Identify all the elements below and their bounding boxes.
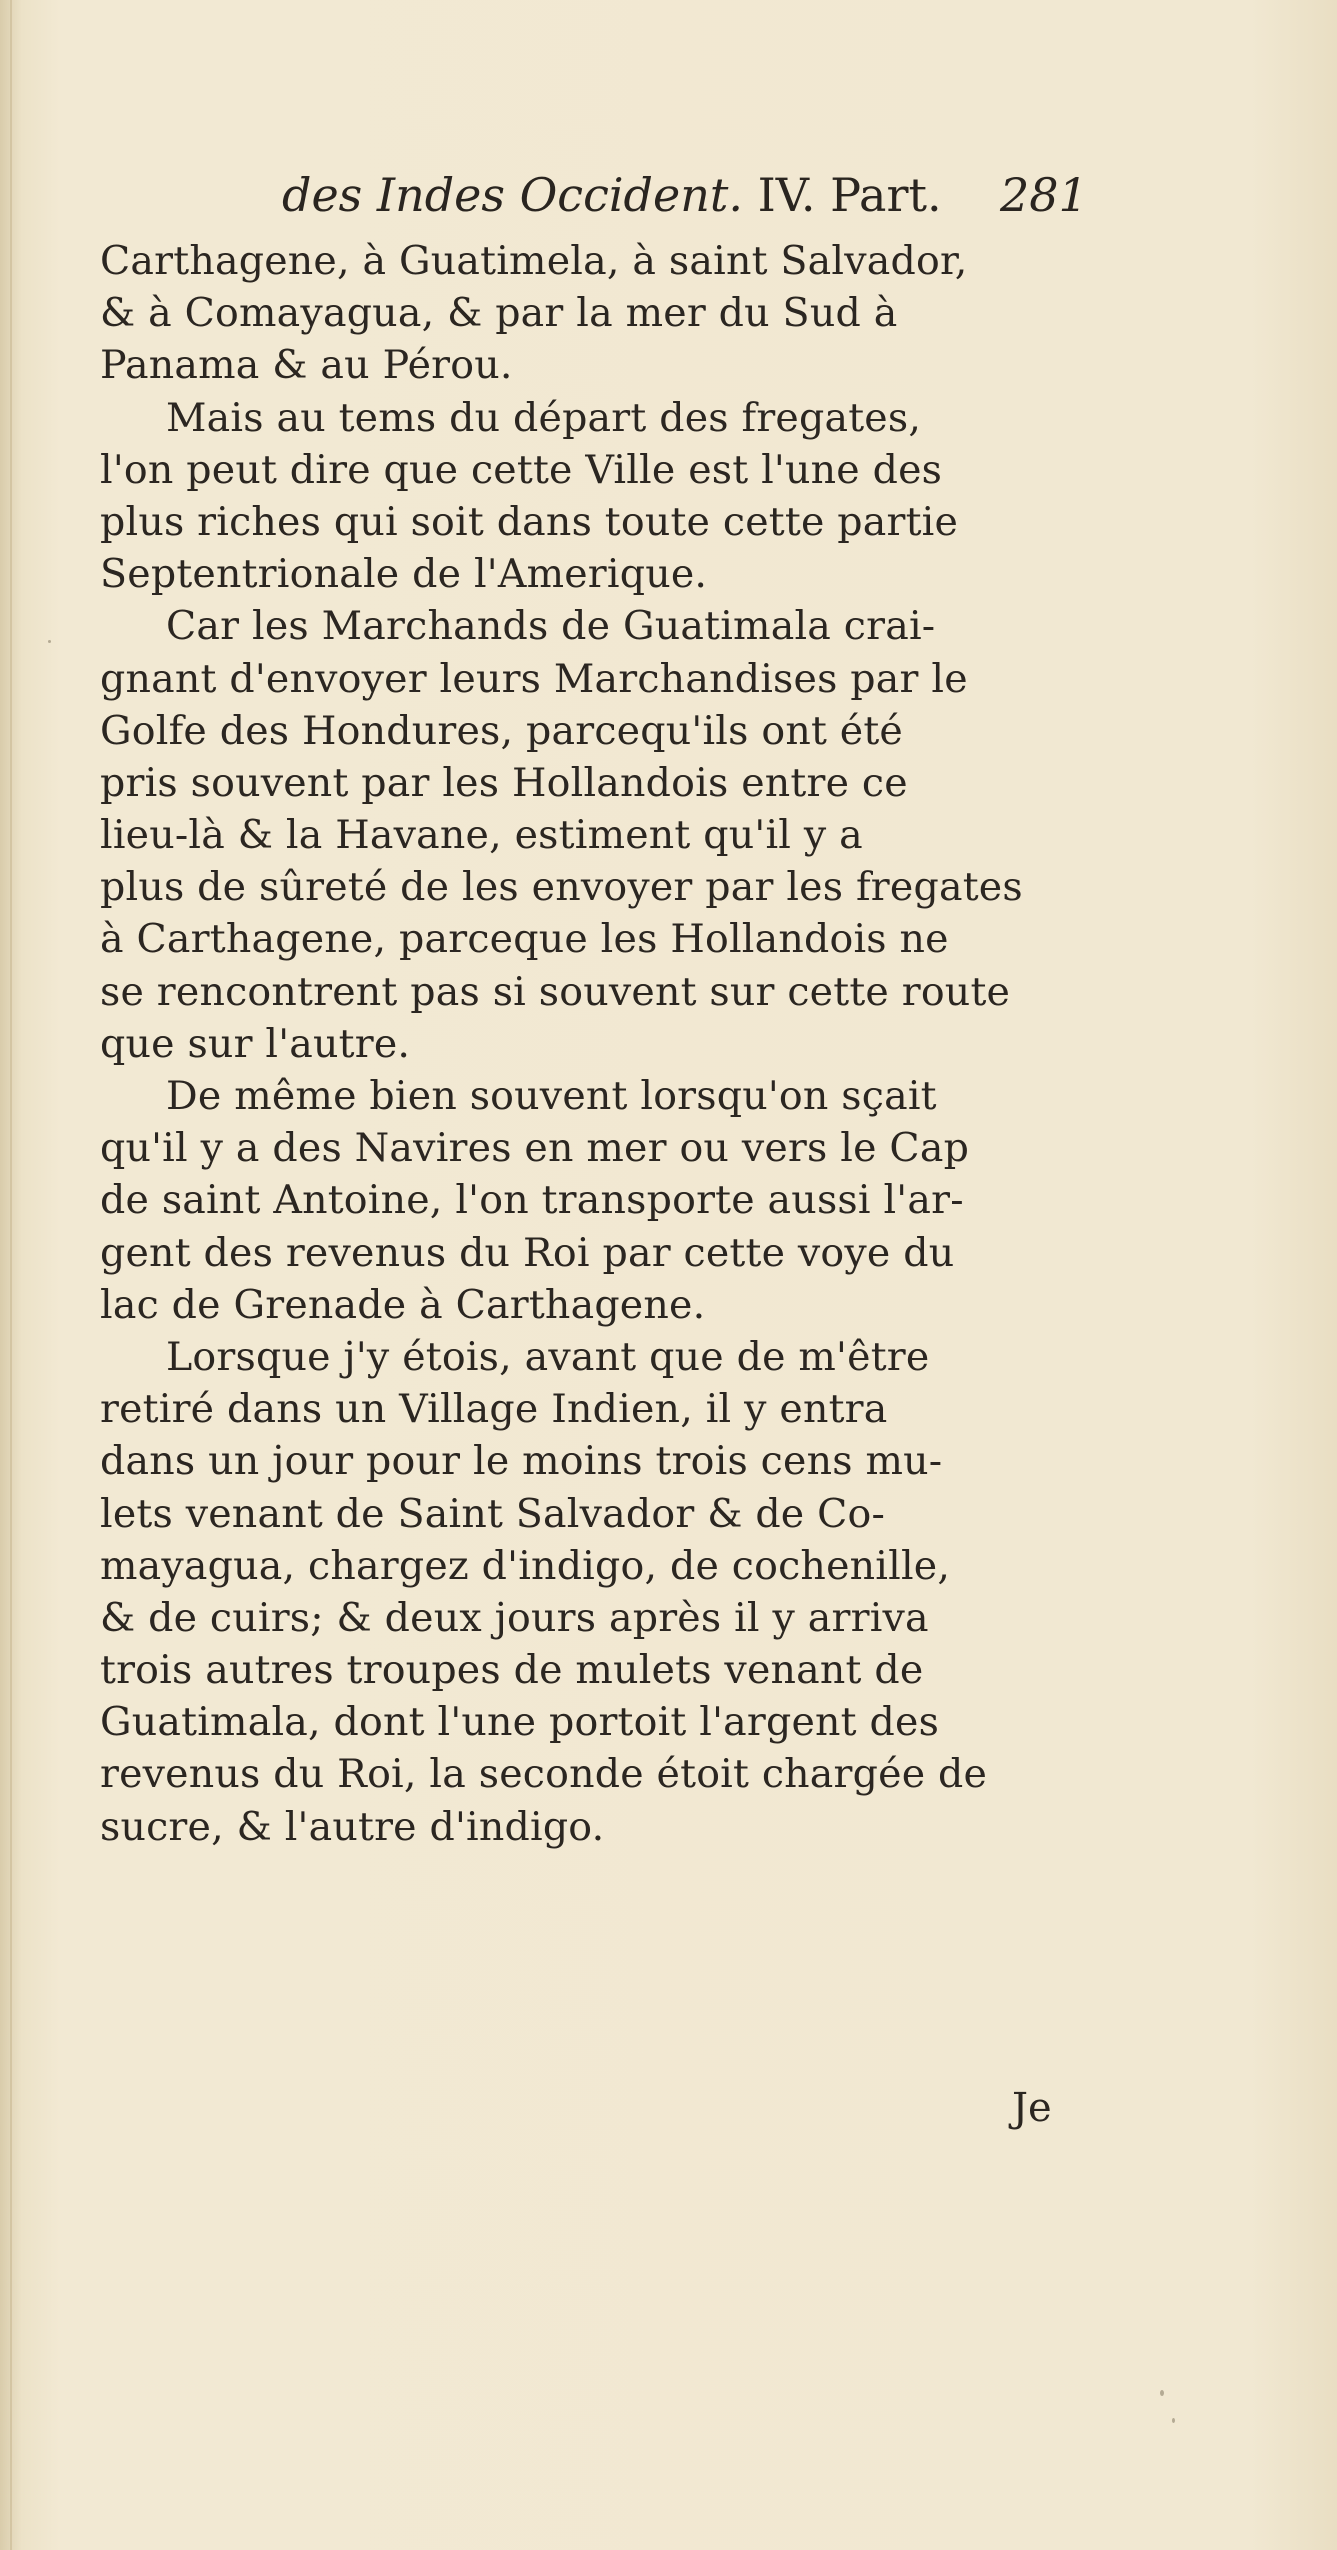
text-line: lac de Grenade à Carthagene. [100, 1281, 706, 1328]
text-line: Septentrionale de l'Amerique. [100, 551, 708, 598]
text-line: pris souvent par les Hollandois entre ce [100, 759, 908, 806]
page-number: 281 [1000, 168, 1088, 222]
paper-speck [1172, 2418, 1175, 2423]
text-line: de saint Antoine, l'on transporte aussi l'ar- [100, 1177, 964, 1224]
catchword: Je [1012, 2085, 1052, 2131]
running-head-title: des Indes Occident. [282, 168, 743, 222]
text-line: gnant d'envoyer leurs Marchandises par le [100, 655, 968, 702]
text-line: & de cuirs; & deux jours après il y arriva [100, 1594, 929, 1641]
text-line: retiré dans un Village Indien, il y entra [100, 1386, 888, 1433]
text-line: Guatimala, dont l'une portoit l'argent des [100, 1699, 940, 1746]
page-header [0, 160, 1337, 240]
paper-speck [48, 640, 51, 643]
text-line: plus de sûreté de les envoyer par les fregates [100, 864, 1023, 911]
text-line-paragraph-start: Lorsque j'y étois, avant que de m'être [166, 1333, 930, 1380]
text-line: à Carthagene, parceque les Hollandois ne [100, 916, 949, 963]
body-text [100, 235, 1100, 1853]
text-line: Panama & au Pérou. [100, 342, 513, 389]
text-line-paragraph-start: De même bien souvent lorsqu'on sçait [166, 1073, 937, 1119]
text-line: que sur l'autre. [100, 1020, 411, 1067]
gutter-edge [10, 0, 12, 2550]
text-line: lieu-là & la Havane, estiment qu'il y a [100, 812, 863, 859]
text-line-paragraph-start: Mais au tems du départ des fregates, [166, 394, 922, 441]
text-line-paragraph-start: Car les Marchands de Guatimala crai- [166, 603, 936, 650]
text-line: mayagua, chargez d'indigo, de cochenille, [100, 1542, 951, 1589]
text-line: qu'il y a des Navires en mer ou vers le Cap [100, 1125, 970, 1172]
text-line: & à Comayagua, & par la mer du Sud à [100, 290, 898, 337]
text-line: Carthagene, à Guatimela, à saint Salvador, [100, 238, 968, 284]
text-line: revenus du Roi, la seconde étoit chargée de [100, 1751, 988, 1798]
paper-speck [1160, 2390, 1164, 2396]
running-head-part: IV. Part. [757, 168, 942, 222]
text-line: dans un jour pour le moins trois cens mu- [100, 1438, 943, 1485]
text-line: se rencontrent pas si souvent sur cette route [100, 968, 1011, 1015]
text-line: l'on peut dire que cette Ville est l'une des [100, 446, 943, 493]
text-line: plus riches qui soit dans toute cette partie [100, 498, 959, 545]
running-head [282, 168, 942, 222]
text-line: gent des revenus du Roi par cette voye du [100, 1229, 955, 1276]
text-line: sucre, & l'autre d'indigo. [100, 1803, 605, 1850]
text-line: trois autres troupes de mulets venant de [100, 1647, 924, 1694]
text-line: lets venant de Saint Salvador & de Co- [100, 1490, 886, 1537]
text-line: Golfe des Hondures, parcequ'ils ont été [100, 707, 904, 754]
